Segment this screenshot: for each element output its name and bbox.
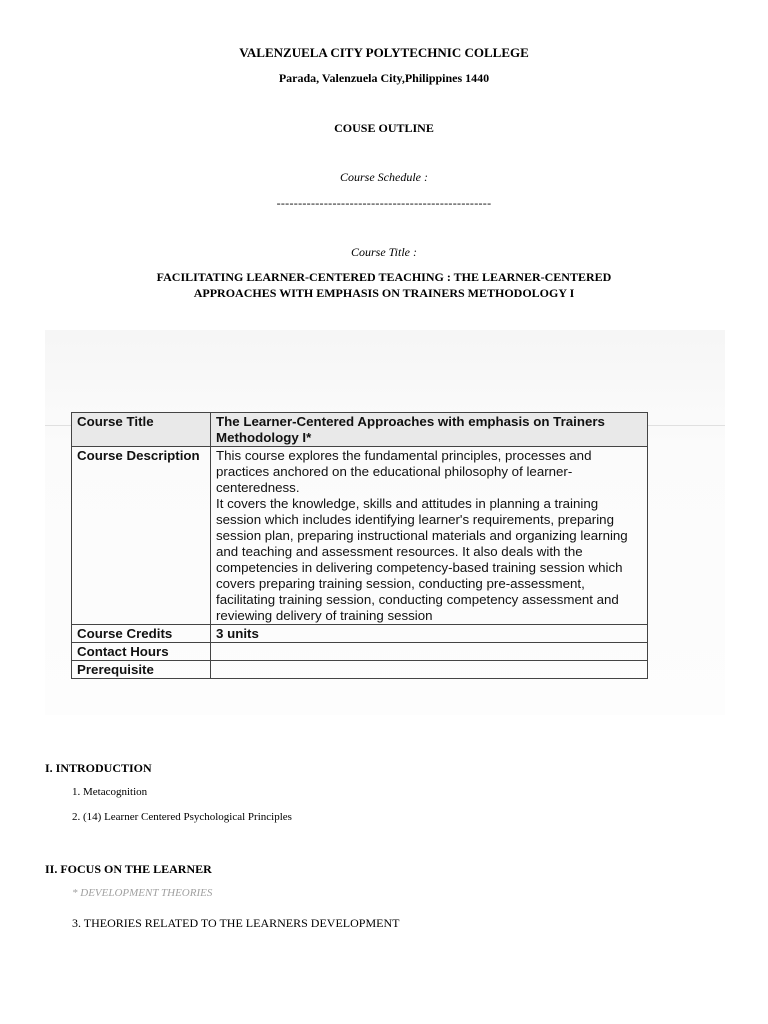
course-title-line-2: APPROACHES WITH EMPHASIS ON TRAINERS METHODOLOGY I [193, 286, 575, 300]
table-row [72, 643, 648, 661]
schedule-label: Course Schedule : [340, 170, 428, 184]
row-value [211, 661, 648, 679]
row-label: Course Description [72, 447, 211, 625]
course-title-label: Course Title : [350, 245, 417, 259]
course-title-line-1: FACILITATING LEARNER-CENTERED TEACHING : THE LEARNER-CENTERED [156, 270, 612, 284]
college-name: VALENZUELA CITY POLYTECHNIC COLLEGE [239, 45, 529, 60]
section-focus-on-learner: II. FOCUS ON THE LEARNER [45, 862, 212, 876]
outline-subnote: * DEVELOPMENT THEORIES [72, 887, 213, 899]
document-title: COUSE OUTLINE [334, 121, 434, 135]
row-label: Prerequisite [72, 661, 211, 679]
row-value: 3 units [211, 625, 648, 643]
table-row [72, 447, 648, 625]
table-row [72, 661, 648, 679]
description-paragraph-2: It covers the knowledge, skills and attitudes in planning a training session which includes identifying learner's requirements, preparing session plan, preparing instructional materials and organizing learning and teaching and assessment resources. It also deals with the competencies in delivering competency-based training session which covers preparing training session, conducting pre-assessment, facilitating training session, conducting competency assessment and reviewing delivery of training session [216, 496, 628, 623]
row-label: Course Credits [72, 625, 211, 643]
course-title-heading [0, 269, 768, 301]
description-paragraph-1: This course explores the fundamental principles, processes and practices anchored on the educational philosophy of learner-centeredness. [216, 448, 592, 495]
row-label: Course Title [72, 413, 211, 447]
outline-item: 3. THEORIES RELATED TO THE LEARNERS DEVELOPMENT [72, 916, 400, 930]
college-address: Parada, Valenzuela City,Philippines 1440 [278, 71, 490, 85]
row-value [211, 643, 648, 661]
schedule-value: -------------------------------------------------- [276, 196, 492, 210]
outline-item: 1. Metacognition [72, 786, 148, 798]
outline-item: 2. (14) Learner Centered Psychological Principles [72, 811, 292, 823]
course-info-table [71, 412, 648, 679]
row-value [211, 447, 648, 625]
section-introduction: I. INTRODUCTION [45, 761, 152, 775]
table-row [72, 413, 648, 447]
row-value: The Learner-Centered Approaches with emphasis on Trainers Methodology I* [211, 413, 648, 447]
row-label: Contact Hours [72, 643, 211, 661]
table-row [72, 625, 648, 643]
